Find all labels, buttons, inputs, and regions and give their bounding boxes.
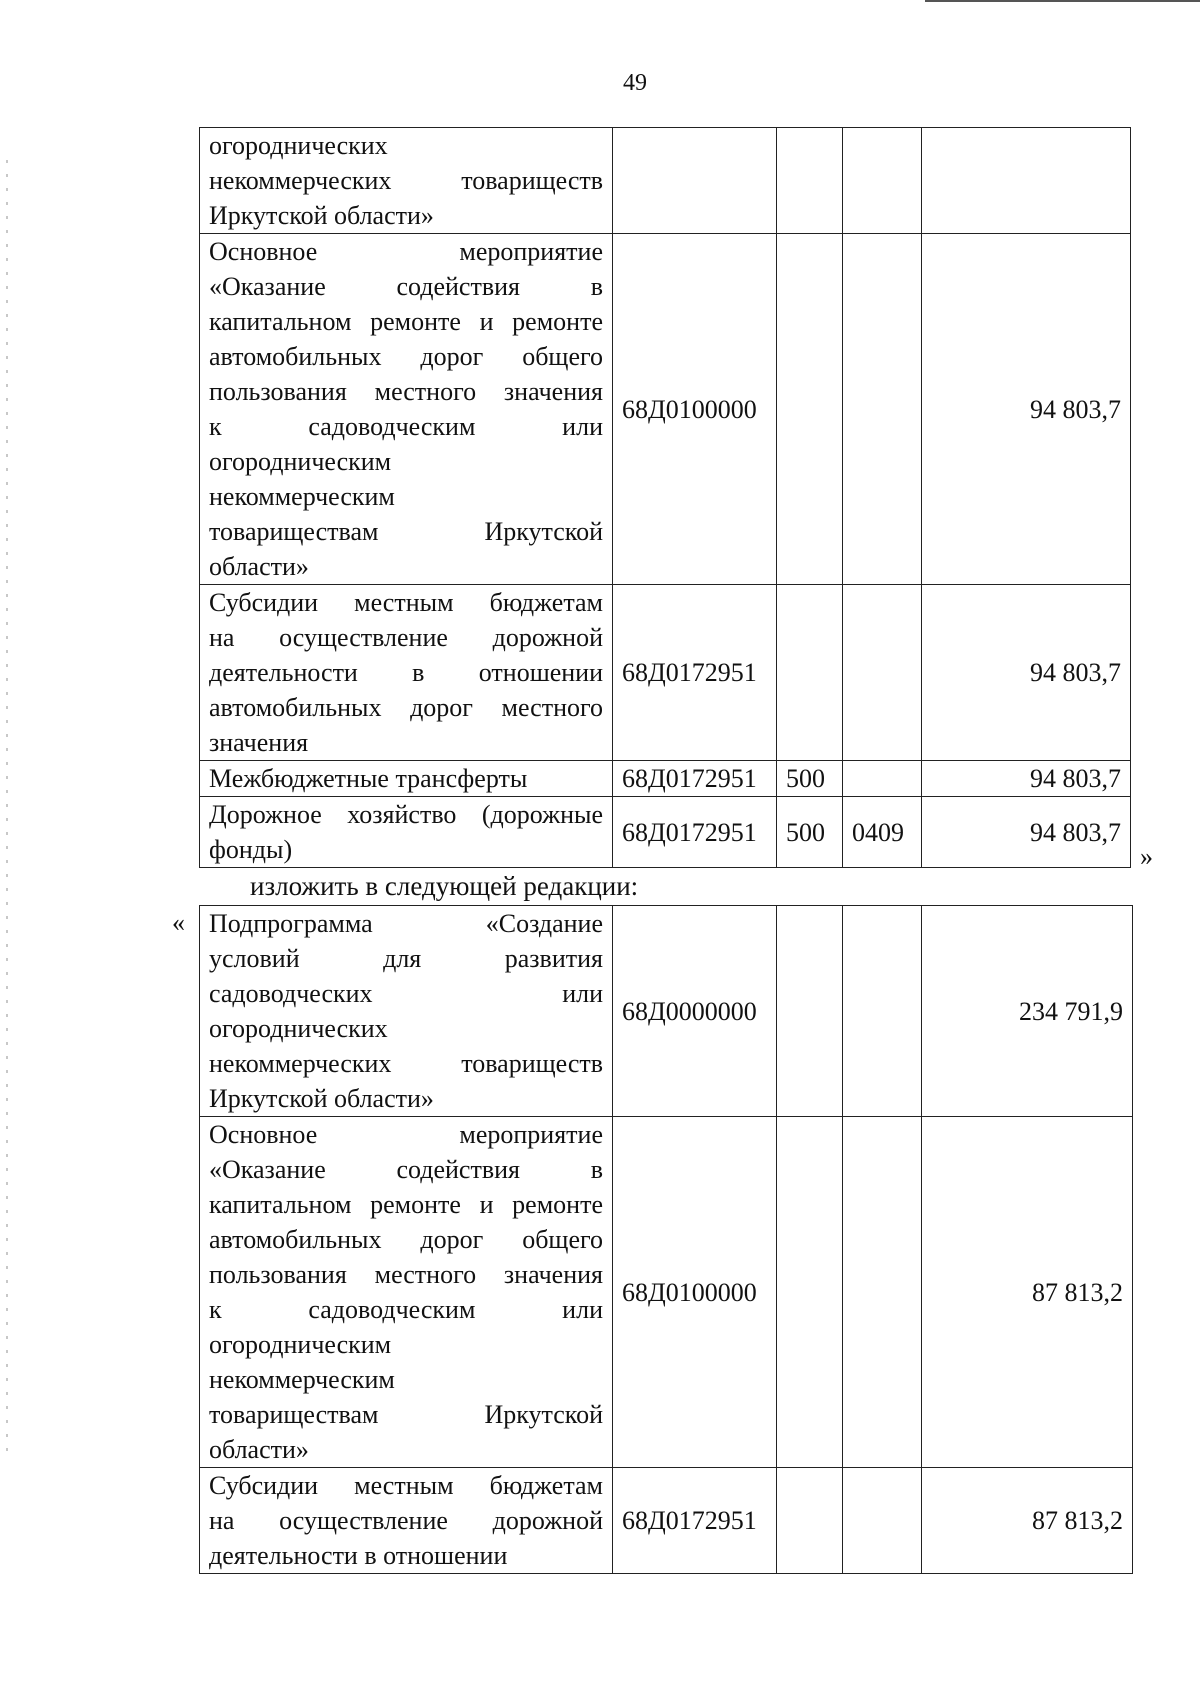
row-name-line: Межбюджетные трансферты [209, 764, 528, 793]
row-name-line: некоммерческих товариществ [209, 1049, 603, 1078]
section-code-cell [843, 906, 922, 1117]
expense-type-cell [777, 585, 843, 761]
row-name-line: автомобильных дорог общего [209, 342, 603, 371]
row-name-line: условий для развития [209, 944, 603, 973]
row-name-line: товариществам Иркутской [209, 1400, 603, 1429]
row-name-line: «Оказание содействия в [209, 272, 603, 301]
row-name-line: огородническим [209, 1330, 392, 1359]
row-name-cell [200, 1117, 613, 1468]
amount-cell: 94 803,7 [922, 585, 1131, 761]
expense-type-cell [777, 906, 843, 1117]
table-body [200, 906, 1133, 1574]
target-code-cell: 68Д0172951 [613, 585, 777, 761]
table-row [200, 1117, 1133, 1468]
row-name-line: области» [209, 1435, 309, 1464]
instruction-text: изложить в следующей редакции: [250, 871, 639, 901]
row-name-line: автомобильных дорог местного [209, 693, 603, 722]
table-row [200, 761, 1131, 797]
row-name-line: капитальном ремонте и ремонте [209, 1190, 603, 1219]
section-code-cell [843, 128, 922, 234]
expense-type-cell: 500 [777, 797, 843, 868]
row-name-line: капитальном ремонте и ремонте [209, 307, 603, 336]
table-row [200, 1468, 1133, 1574]
budget-table-new [199, 905, 1133, 1574]
amount-cell: 94 803,7 [922, 234, 1131, 585]
expense-type-cell [777, 1117, 843, 1468]
scan-edge-marks [6, 160, 8, 1460]
row-name-line: огороднических [209, 1014, 388, 1043]
row-name-line: Субсидии местным бюджетам [209, 588, 603, 617]
table-row [200, 234, 1131, 585]
closing-quote: » [1140, 842, 1153, 871]
expense-type-cell [777, 128, 843, 234]
row-name-line: товариществам Иркутской [209, 517, 603, 546]
expense-type-cell [777, 234, 843, 585]
budget-table-old [199, 127, 1131, 868]
amount-cell: 87 813,2 [922, 1468, 1133, 1574]
row-name-line: Дорожное хозяйство (дорожные [209, 800, 603, 829]
target-code-cell: 68Д0100000 [613, 1117, 777, 1468]
amount-cell [922, 128, 1131, 234]
section-code-cell [843, 1468, 922, 1574]
target-code-cell: 68Д0172951 [613, 761, 777, 797]
target-code-cell [613, 128, 777, 234]
row-name-cell [200, 1468, 613, 1574]
row-name-line: Иркутской области» [209, 201, 434, 230]
page-number: 49 [623, 70, 647, 96]
row-name-line: «Оказание содействия в [209, 1155, 603, 1184]
row-name-line: к садоводческим или [209, 412, 603, 441]
target-code-cell: 68Д0172951 [613, 797, 777, 868]
section-code-cell [843, 234, 922, 585]
row-name-line: фонды) [209, 835, 293, 864]
row-name-line: некоммерческим [209, 1365, 395, 1394]
expense-type-cell: 500 [777, 761, 843, 797]
row-name-line: области» [209, 552, 309, 581]
amount-cell: 234 791,9 [922, 906, 1133, 1117]
target-code-cell: 68Д0100000 [613, 234, 777, 585]
row-name-line: к садоводческим или [209, 1295, 603, 1324]
row-name-line: Иркутской области» [209, 1084, 434, 1113]
row-name-line: садоводческих или [209, 979, 603, 1008]
amount-cell: 87 813,2 [922, 1117, 1133, 1468]
row-name-line: автомобильных дорог общего [209, 1225, 603, 1254]
row-name-line: Субсидии местным бюджетам [209, 1471, 603, 1500]
row-name-line: некоммерческих товариществ [209, 166, 603, 195]
opening-quote: « [172, 908, 185, 937]
row-name-cell [200, 128, 613, 234]
amount-cell: 94 803,7 [922, 797, 1131, 868]
row-name-line: значения [209, 728, 309, 757]
row-name-line: деятельности в отношении [209, 1541, 508, 1570]
row-name-cell [200, 234, 613, 585]
row-name-line: пользования местного значения [209, 377, 603, 406]
section-code-cell [843, 761, 922, 797]
table-row [200, 906, 1133, 1117]
row-name-line: на осуществление дорожной [209, 623, 603, 652]
target-code-cell: 68Д0000000 [613, 906, 777, 1117]
row-name-cell [200, 761, 613, 797]
expense-type-cell [777, 1468, 843, 1574]
section-code-cell [843, 585, 922, 761]
row-name-line: деятельности в отношении [209, 658, 603, 687]
row-name-line: Подпрограмма «Создание [209, 909, 603, 938]
row-name-cell [200, 797, 613, 868]
table-row [200, 128, 1131, 234]
row-name-line: Основное мероприятие [209, 237, 603, 266]
row-name-line: огороднических [209, 131, 388, 160]
row-name-line: Основное мероприятие [209, 1120, 603, 1149]
row-name-line: на осуществление дорожной [209, 1506, 603, 1535]
row-name-line: огородническим [209, 447, 392, 476]
table-body [200, 128, 1131, 868]
row-name-line: некоммерческим [209, 482, 395, 511]
row-name-cell [200, 585, 613, 761]
row-name-line: пользования местного значения [209, 1260, 603, 1289]
table-row [200, 797, 1131, 868]
amount-cell: 94 803,7 [922, 761, 1131, 797]
target-code-cell: 68Д0172951 [613, 1468, 777, 1574]
table-row [200, 585, 1131, 761]
top-edge-rule [925, 0, 1200, 2]
row-name-cell [200, 906, 613, 1117]
section-code-cell [843, 1117, 922, 1468]
section-code-cell: 0409 [843, 797, 922, 868]
